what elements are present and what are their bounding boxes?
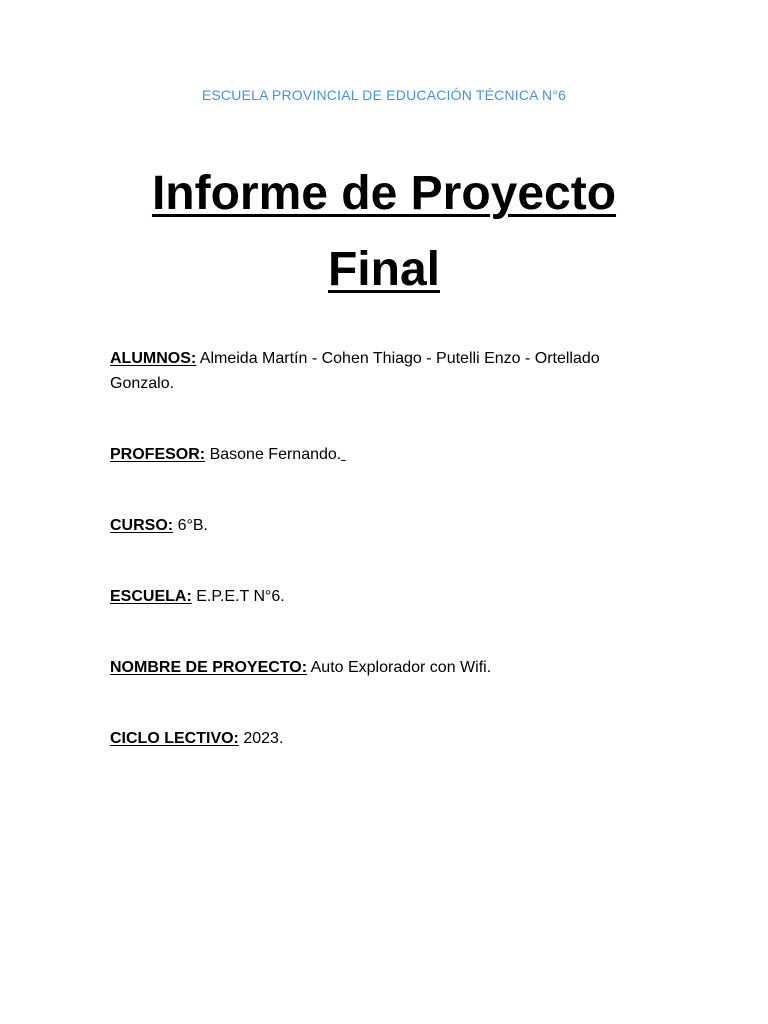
field-escuela [110,584,610,609]
field-nombre-proyecto [110,655,610,680]
field-value: Almeida Martín - Cohen Thiago - Putelli Enzo - Ortellado Gonzalo. [110,350,600,392]
title-line-2: Final [327,243,440,296]
field-ciclo-lectivo [110,726,610,751]
underlined-space [341,446,345,463]
field-value: Auto Explorador con Wifi. [310,659,492,676]
field-label: CURSO: [110,517,174,534]
school-header: ESCUELA PROVINCIAL DE EDUCACIÓN TÉCNICA N°6 [201,87,567,103]
title-line-1: Informe de Proyecto [151,167,617,220]
field-label: ESCUELA: [110,588,192,605]
field-value: E.P.E.T N°6. [196,588,285,605]
field-label: ALUMNOS: [110,350,197,367]
field-alumnos [110,346,610,396]
field-curso [110,513,610,538]
field-value: 2023. [243,730,284,747]
field-value: 6°B. [177,517,208,534]
field-profesor [110,442,610,467]
field-label: NOMBRE DE PROYECTO: [110,659,308,676]
document-title [84,156,684,308]
field-value: Basone Fernando. [209,446,342,463]
field-label: PROFESOR: [110,446,206,463]
field-label: CICLO LECTIVO: [110,730,239,747]
